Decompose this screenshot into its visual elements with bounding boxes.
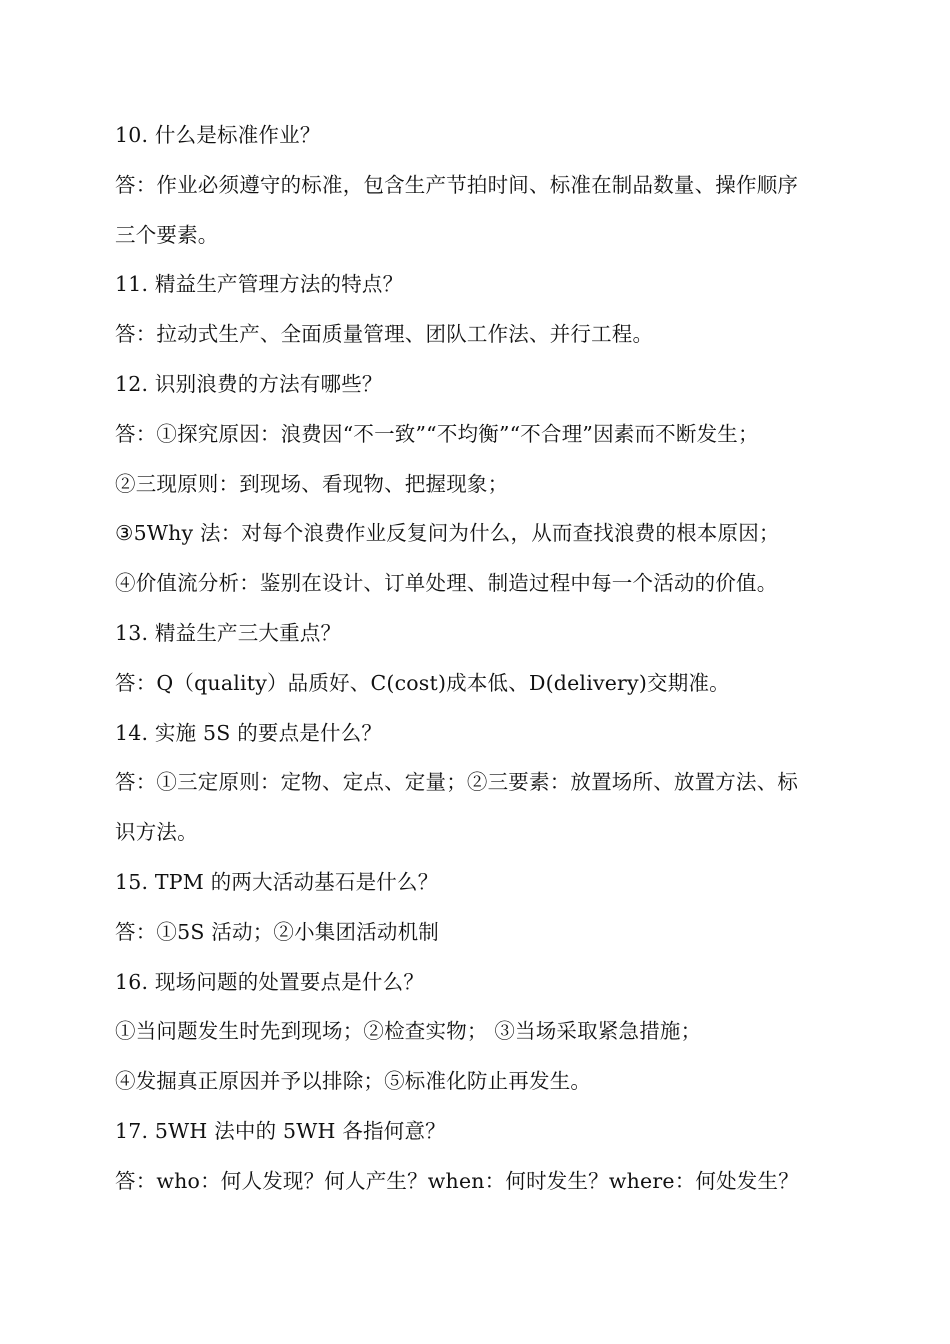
answer-16-line-2: ④发掘真正原因并予以排除；⑤标准化防止再发生。 [115, 1069, 592, 1094]
answer-14-line-2: 识方法。 [115, 820, 198, 845]
question-16-title: 16. 现场问题的处置要点是什么？ [115, 969, 425, 994]
document-body [115, 111, 865, 1207]
question-12-title: 12. 识别浪费的方法有哪些？ [115, 371, 383, 396]
answer-12-item-1: 答：①探究原因：浪费因“不一致”“不均衡”“不合理”因素而不断发生； [115, 421, 759, 446]
question-15-title: 15. TPM 的两大活动基石是什么？ [115, 869, 439, 894]
question-13-title: 13. 精益生产三大重点？ [115, 620, 342, 645]
answer-17-line-1: 答：who：何人发现？何人产生？when：何时发生？where：何处发生？ [115, 1168, 799, 1193]
question-14-title: 14. 实施 5S 的要点是什么？ [115, 720, 383, 745]
answer-15: 答：①5S 活动；②小集团活动机制 [115, 919, 440, 944]
answer-12-item-4: ④价值流分析：鉴别在设计、订单处理、制造过程中每一个活动的价值。 [115, 571, 778, 596]
question-10-title: 10. 什么是标准作业？ [115, 123, 321, 147]
question-11-title: 11. 精益生产管理方法的特点？ [115, 272, 404, 297]
answer-11: 答：拉动式生产、全面质量管理、团队工作法、并行工程。 [115, 322, 654, 347]
answer-12-item-2: ②三现原则：到现场、看现物、把握现象； [115, 471, 509, 496]
answer-16-line-1: ①当问题发生时先到现场；②检查实物； ③当场采取紧急措施； [115, 1019, 702, 1044]
question-17-title: 17. 5WH 法中的 5WH 各指何意？ [115, 1118, 446, 1143]
answer-12-item-3: ③5Why 法：对每个浪费作业反复问为什么，从而查找浪费的根本原因； [115, 521, 780, 546]
answer-14-line-1: 答：①三定原则：定物、定点、定量；②三要素：放置场所、放置方法、标 [115, 770, 799, 795]
answer-10-line-1: 答：作业必须遵守的标准，包含生产节拍时间、标准在制品数量、操作顺序 [115, 172, 799, 197]
answer-10-line-2: 三个要素。 [115, 222, 219, 247]
answer-13: 答：Q（quality）品质好、C(cost)成本低、D(delivery)交期准。 [115, 670, 730, 695]
